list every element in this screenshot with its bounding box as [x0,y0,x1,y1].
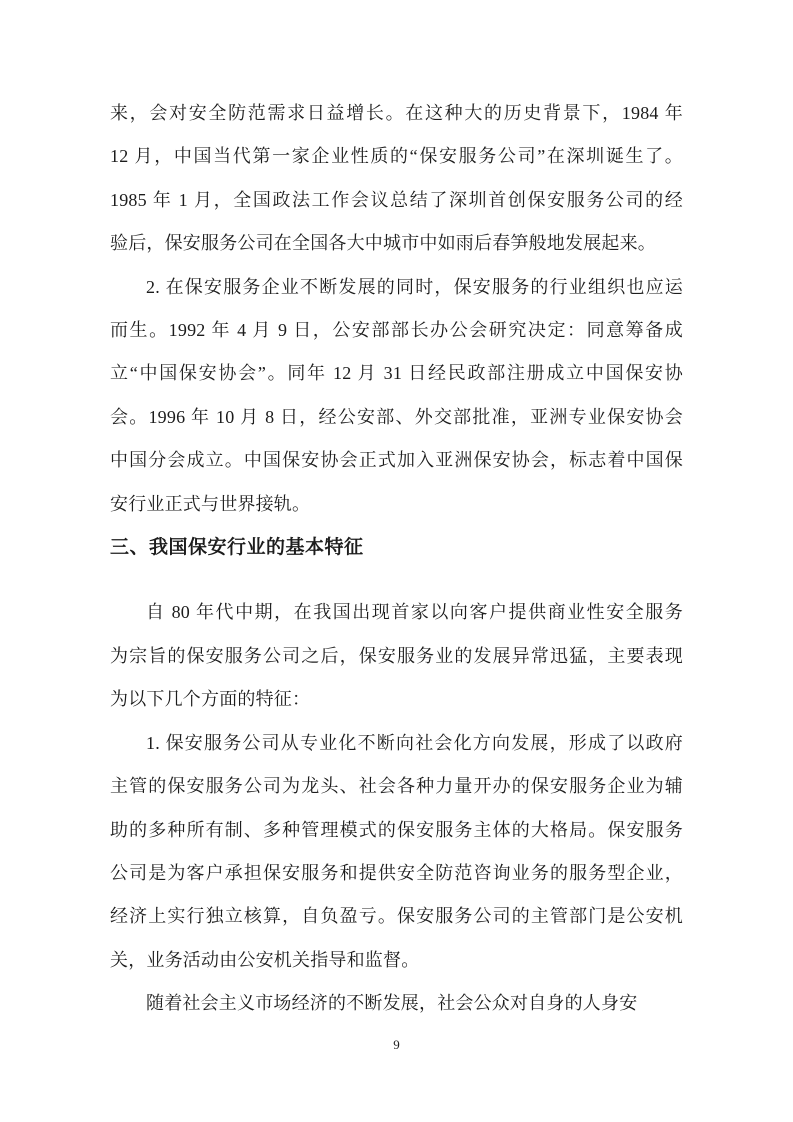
paragraph [110,266,683,526]
paragraph [110,92,683,266]
text-line: 公司是为客户承担保安服务和提供安全防范咨询业务的服务型企业， [110,862,683,883]
text-line: 关，业务活动由公安机关指导和监督。 [110,949,420,970]
text-line: 而生。1992 年 4 月 9 日，公安部部长办公会研究决定：同意筹备成 [110,320,683,341]
text-line: 中国分会成立。中国保安协会正式加入亚洲保安协会，标志着中国保 [110,450,683,471]
text-line: 为宗旨的保安服务公司之后，保安服务业的发展异常迅猛，主要表现 [110,645,683,666]
heading-text: 三、我国保安行业的基本特征 [110,537,364,559]
text-line: 会。1996 年 10 月 8 日，经公安部、外交部批准，亚洲专业保安协会 [110,406,683,427]
text-line: 主管的保安服务公司为龙头、社会各种力量开办的保安服务企业为辅 [110,776,683,797]
text-line: 来，会对安全防范需求日益增长。在这种大的历史背景下，1984 年 [110,103,683,123]
text-line: 验后，保安服务公司在全国各大中城市中如雨后春笋般地发展起来。 [110,233,656,254]
section-heading [110,526,683,569]
text-line: 经济上实行独立核算，自负盈亏。保安服务公司的主管部门是公安机 [110,906,683,927]
text-line: 自 80 年代中期，在我国出现首家以向客户提供商业性安全服务 [146,602,683,623]
text-line: 安行业正式与世界接轨。 [110,493,311,514]
paragraph [110,591,683,721]
text-line: 12 月，中国当代第一家企业性质的“保安服务公司”在深圳诞生了。 [110,146,683,167]
paragraph [110,982,683,1025]
text-line: 1985 年 1 月，全国政法工作会议总结了深圳首创保安服务公司的经 [110,189,683,210]
text-line: 随着社会主义市场经济的不断发展，社会公众对自身的人身安 [146,993,638,1014]
paragraph [110,722,683,982]
text-line: 立“中国保安协会”。同年 12 月 31 日经民政部注册成立中国保安协 [110,363,683,384]
text-line: 1. 保安服务公司从专业化不断向社会化方向发展，形成了以政府 [146,732,683,753]
text-line: 助的多种所有制、多种管理模式的保安服务主体的大格局。保安服务 [110,819,683,840]
text-line: 为以下几个方面的特征： [110,689,311,710]
text-line: 2. 在保安服务企业不断发展的同时，保安服务的行业组织也应运 [146,276,683,297]
page-number: 9 [393,1037,400,1052]
document-body [110,92,683,1026]
